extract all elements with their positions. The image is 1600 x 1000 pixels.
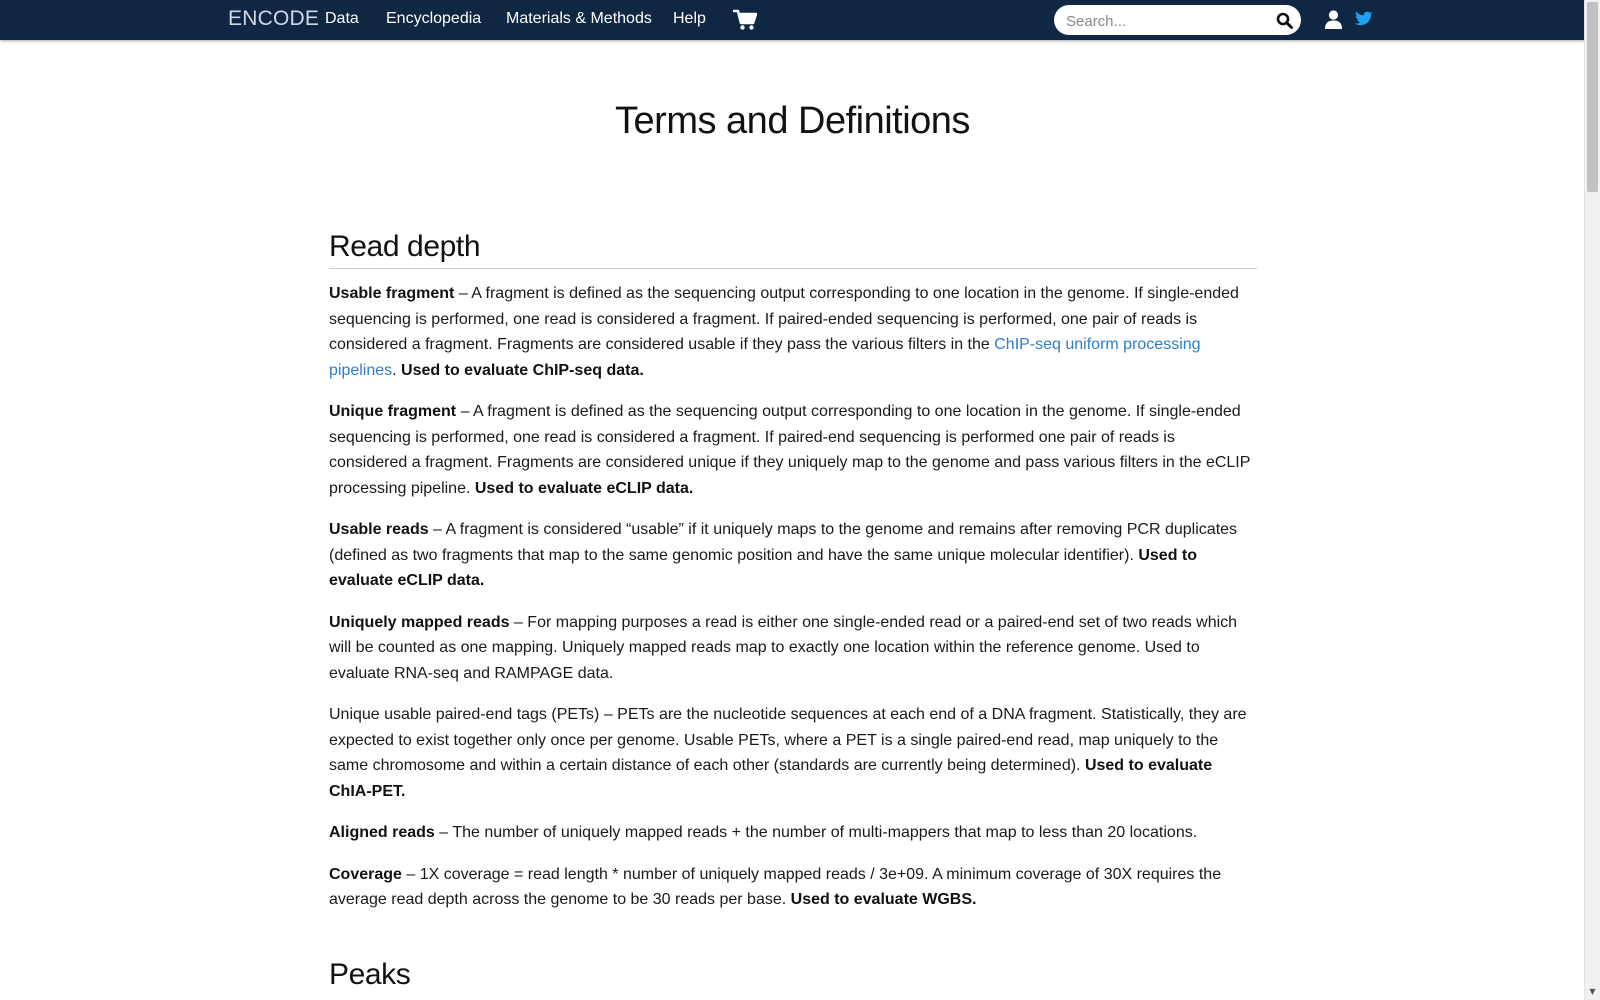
term: Uniquely mapped reads [329,613,510,631]
brand-logo[interactable]: ENCODE [228,7,320,30]
definition-unique-usable-pets [329,702,1257,804]
search-input[interactable] [1064,8,1268,34]
usage-note: Used to evaluate WGBS. [790,891,977,908]
scroll-down-arrow-icon[interactable]: ▼ [1589,987,1596,996]
chip-seq-pipelines-link[interactable]: ChIP-seq uniform processing pipelines [329,336,1201,379]
main-content [329,230,1257,929]
page-title: Terms and Definitions [615,100,970,142]
term: Coverage [329,865,402,883]
search-box [1054,5,1301,35]
term: Unique fragment [329,403,457,420]
nav-help[interactable]: Help [673,10,706,27]
definition-text: – The number of uniquely mapped reads + the number of multi-mappers that map to less than 20 locations. [434,824,1198,841]
term: Usable fragment [329,285,455,302]
definition-uniquely-mapped-reads [329,610,1257,687]
definition-text: Unique usable paired-end tags (PETs) – PETs are the nucleotide sequences at each end of a DNA fragment. Statistically, they are expected to exist together only once per genome. Usable PETs, where a PET is a single paired-end read, map uniquely to the same chromosome and within a certain distance of each other (standards are currently being determined). [329,706,1247,774]
nav-data[interactable]: Data [325,10,359,27]
top-navbar [0,0,1585,40]
term: Usable reads [329,521,429,538]
usage-note: Used to evaluate eCLIP data. [329,546,1198,589]
definition-text: . [392,361,402,379]
term: Aligned reads [329,824,435,841]
search-icon[interactable] [1276,12,1293,29]
usage-note: Used to evaluate ChIP-seq data. [401,361,644,379]
definition-usable-reads [329,517,1257,594]
scrollbar-thumb[interactable] [1587,2,1598,192]
definition-text: – A fragment is considered “usable” if it uniquely maps to the genome and remains after removing PCR duplicates (defined as two fragments that map to the same genomic position and have the same unique molecular identifier). [329,521,1238,564]
twitter-icon[interactable] [1355,11,1373,27]
usage-note: Used to evaluate eCLIP data. [474,479,694,497]
section-divider [329,268,1257,269]
section-heading-read-depth: Read depth [329,230,481,263]
nav-encyclopedia[interactable]: Encyclopedia [386,10,482,27]
page-scrollbar[interactable] [1584,0,1600,1000]
nav-materials-methods[interactable]: Materials & Methods [506,10,652,27]
definition-coverage [329,862,1257,913]
user-icon[interactable] [1324,10,1343,29]
definition-usable-fragment [329,281,1257,383]
definition-text: – A fragment is defined as the sequencing output corresponding to one location in the genome. If single-ended sequencing is performed, one read is considered a fragment. If paired-end sequencing is performed one pair of reads is considered a fragment. Fragments are considered unique if they uniquely map to the genome and pass various filters in the eCLIP processing pipeline. [329,403,1251,497]
section-heading-peaks: Peaks [329,958,411,991]
definition-aligned-reads [329,820,1257,846]
cart-icon[interactable] [733,9,757,31]
definition-text: – 1X coverage = read length * number of uniquely mapped reads / 3e+09. A minimum coverage of 30X requires the average read depth across the genome to be 30 reads per base. [329,865,1222,908]
definition-text: – A fragment is defined as the sequencing output corresponding to one location in the genome. If single-ended sequencing is performed, one read is considered a fragment. If paired-ended sequencing is performed, one pair of reads is considered a fragment. Fragments are considered usable if they pass the various filters in the [329,285,1239,353]
definition-text: – For mapping purposes a read is either one single-ended read or a paired-end set of two reads which will be counted as one mapping. Uniquely mapped reads map to exactly one location within the reference genome. Used to evaluate RNA-seq and RAMPAGE data. [329,613,1238,682]
usage-note: Used to evaluate ChIA-PET. [329,757,1213,800]
definition-unique-fragment [329,399,1257,501]
